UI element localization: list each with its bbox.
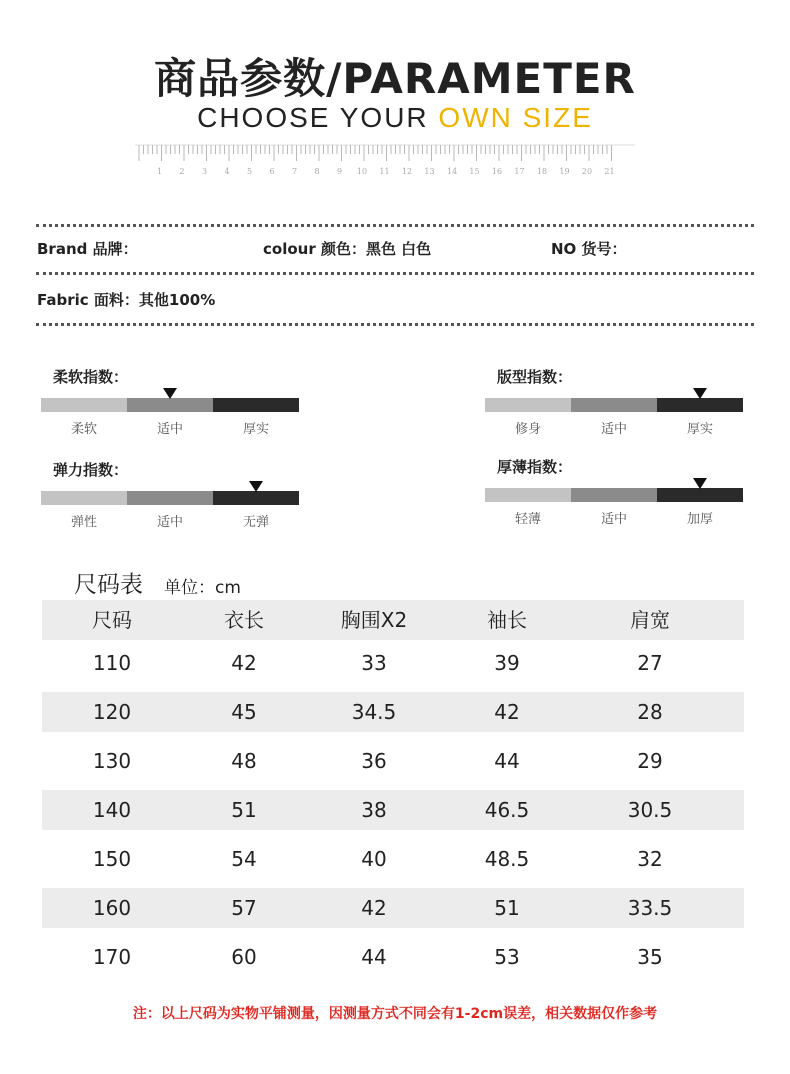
ruler-number: 11 bbox=[379, 167, 390, 176]
ruler-graphic bbox=[135, 143, 635, 179]
table-cell: 42 bbox=[361, 896, 387, 920]
dotted-divider bbox=[36, 323, 754, 326]
index-label: 厚实 bbox=[686, 422, 713, 437]
size-table-unit: 单位：cm bbox=[164, 578, 241, 598]
index-label: 修身 bbox=[514, 422, 541, 437]
fit-index bbox=[485, 366, 743, 446]
table-cell: 160 bbox=[92, 896, 132, 920]
table-header-cell: 胸围X2 bbox=[340, 608, 408, 632]
index-label: 适中 bbox=[156, 515, 183, 530]
table-cell: 48 bbox=[231, 749, 257, 773]
index-bar-segment bbox=[657, 488, 743, 502]
index-marker-icon bbox=[249, 481, 263, 492]
index-bar-segment bbox=[657, 398, 743, 412]
index-title: 柔软指数： bbox=[53, 368, 129, 386]
brand-field: Brand 品牌： bbox=[37, 240, 138, 258]
table-cell: 35 bbox=[637, 945, 663, 969]
index-label: 适中 bbox=[600, 422, 627, 437]
subtitle-highlight: OWN SIZE bbox=[438, 102, 593, 133]
table-cell: 29 bbox=[637, 749, 663, 773]
ruler-number: 2 bbox=[179, 167, 185, 176]
table-row bbox=[42, 790, 744, 830]
page-title: 商品参数/PARAMETER bbox=[154, 54, 636, 103]
ruler-number: 15 bbox=[469, 167, 480, 176]
table-cell: 32 bbox=[637, 847, 663, 871]
table-cell: 170 bbox=[92, 945, 132, 969]
ruler-number: 16 bbox=[491, 167, 503, 176]
softness-index bbox=[41, 366, 299, 446]
table-cell: 40 bbox=[361, 847, 387, 871]
ruler-number: 10 bbox=[356, 167, 368, 176]
subtitle-text: CHOOSE YOUR bbox=[197, 102, 439, 133]
table-cell: 42 bbox=[231, 651, 257, 675]
table-cell: 30.5 bbox=[627, 798, 673, 822]
table-cell: 53 bbox=[494, 945, 520, 969]
index-bar-segment bbox=[485, 398, 571, 412]
table-cell: 36 bbox=[361, 749, 387, 773]
table-row bbox=[42, 692, 744, 732]
index-bar-segment bbox=[41, 398, 127, 412]
table-cell: 44 bbox=[361, 945, 387, 969]
measurement-note: 注：以上尺码为实物平铺测量，因测量方式不同会有1-2cm误差，相关数据仅作参考 bbox=[132, 1006, 658, 1022]
table-cell: 28 bbox=[637, 700, 663, 724]
table-header-row bbox=[42, 600, 744, 640]
ruler-number: 13 bbox=[424, 167, 435, 176]
size-table-title: 尺码表 bbox=[74, 572, 143, 598]
table-cell: 51 bbox=[494, 896, 520, 920]
table-cell: 27 bbox=[637, 651, 663, 675]
ruler-number: 1 bbox=[156, 167, 163, 176]
ruler-number: 19 bbox=[559, 167, 570, 176]
ruler-number: 5 bbox=[246, 167, 253, 176]
table-cell: 48.5 bbox=[484, 847, 530, 871]
subtitle bbox=[0, 102, 790, 134]
index-label: 加厚 bbox=[686, 512, 713, 527]
table-cell: 110 bbox=[92, 651, 132, 675]
table-cell: 60 bbox=[231, 945, 257, 969]
index-marker-icon bbox=[693, 388, 707, 399]
elasticity-index bbox=[41, 459, 299, 539]
ruler-number: 18 bbox=[536, 167, 548, 176]
table-row bbox=[42, 741, 744, 781]
index-marker-icon bbox=[693, 478, 707, 489]
ruler-number: 17 bbox=[514, 167, 525, 176]
ruler-number: 4 bbox=[224, 167, 230, 176]
index-title: 厚薄指数： bbox=[497, 458, 573, 476]
table-cell: 46.5 bbox=[484, 798, 530, 822]
table-cell: 44 bbox=[494, 749, 520, 773]
table-cell: 38 bbox=[361, 798, 387, 822]
table-cell: 33.5 bbox=[627, 896, 673, 920]
index-bar-segment bbox=[213, 491, 299, 505]
colour-field: colour 颜色：黑色 白色 bbox=[263, 240, 432, 258]
table-cell: 34.5 bbox=[351, 700, 397, 724]
table-cell: 57 bbox=[231, 896, 257, 920]
ruler-number: 21 bbox=[604, 167, 615, 176]
index-label: 弹性 bbox=[70, 515, 97, 530]
table-cell: 33 bbox=[361, 651, 387, 675]
index-bar-segment bbox=[485, 488, 571, 502]
ruler-number: 3 bbox=[201, 167, 208, 176]
table-header-cell: 袖长 bbox=[487, 608, 527, 632]
ruler-number: 20 bbox=[581, 167, 593, 176]
ruler-number: 7 bbox=[291, 167, 298, 176]
index-bar-segment bbox=[571, 488, 657, 502]
table-cell: 51 bbox=[231, 798, 257, 822]
table-row bbox=[42, 888, 744, 928]
index-bar-segment bbox=[571, 398, 657, 412]
index-label: 厚实 bbox=[242, 422, 269, 437]
table-row bbox=[42, 839, 744, 879]
ruler-number: 6 bbox=[269, 167, 275, 176]
table-header-cell: 肩宽 bbox=[630, 608, 670, 632]
dotted-divider bbox=[36, 224, 754, 227]
ruler-number: 14 bbox=[446, 167, 458, 176]
index-bar-segment bbox=[127, 491, 213, 505]
table-cell: 140 bbox=[92, 798, 132, 822]
index-label: 适中 bbox=[600, 512, 627, 527]
index-title: 弹力指数： bbox=[53, 461, 129, 479]
index-title: 版型指数： bbox=[497, 368, 573, 386]
table-cell: 54 bbox=[231, 847, 257, 871]
table-cell: 45 bbox=[231, 700, 257, 724]
ruler-number: 12 bbox=[401, 167, 413, 176]
index-label: 无弹 bbox=[242, 515, 269, 530]
index-label: 适中 bbox=[156, 422, 183, 437]
table-cell: 120 bbox=[92, 700, 132, 724]
table-cell: 39 bbox=[494, 651, 520, 675]
ruler-number: 9 bbox=[336, 167, 343, 176]
ruler-number: 8 bbox=[314, 167, 320, 176]
dotted-divider bbox=[36, 272, 754, 275]
table-header-cell: 尺码 bbox=[92, 608, 132, 632]
index-marker-icon bbox=[163, 388, 177, 399]
table-cell: 130 bbox=[92, 749, 132, 773]
item-number-field: NO 货号： bbox=[551, 240, 627, 258]
index-label: 轻薄 bbox=[514, 512, 541, 527]
fabric-field: Fabric 面料：其他100% bbox=[37, 291, 216, 309]
index-bar-segment bbox=[41, 491, 127, 505]
table-row bbox=[42, 643, 744, 683]
table-cell: 150 bbox=[92, 847, 132, 871]
thickness-index bbox=[485, 456, 743, 536]
table-row bbox=[42, 937, 744, 977]
index-bar-segment bbox=[127, 398, 213, 412]
table-cell: 42 bbox=[494, 700, 520, 724]
table-header-cell: 衣长 bbox=[224, 608, 264, 632]
index-bar-segment bbox=[213, 398, 299, 412]
index-label: 柔软 bbox=[70, 422, 97, 437]
